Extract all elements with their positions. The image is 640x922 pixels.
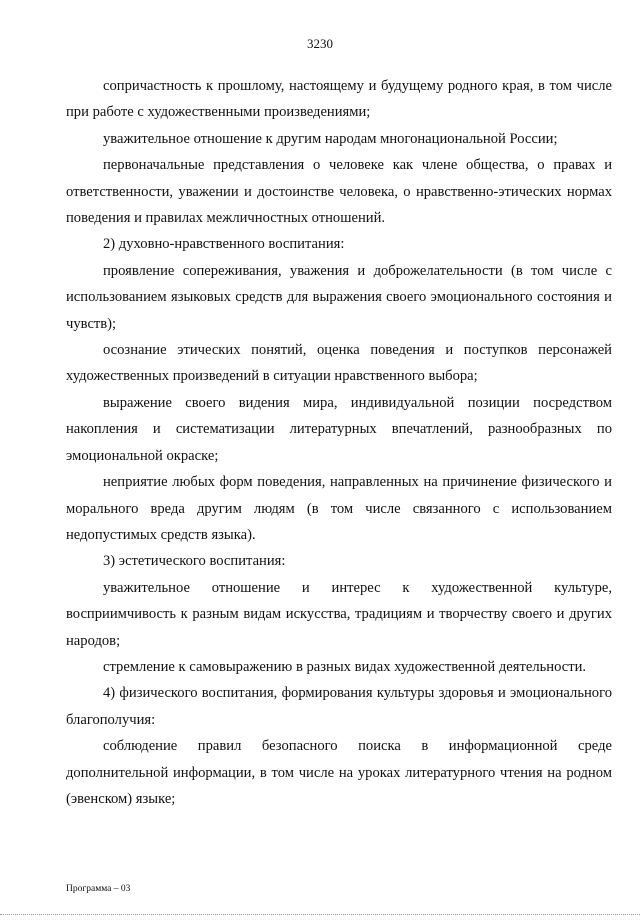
paragraph: осознание этических понятий, оценка поведения и поступков персонажей художественных произведений в ситуации нравственного выбора; xyxy=(66,342,612,385)
paragraph: неприятие любых форм поведения, направленных на причинение физического и морального вреда другим людям (в том числе связанного с использованием недопустимых средств языка). xyxy=(66,474,612,543)
paragraph: стремление к самовыражению в разных видах художественной деятельности. xyxy=(103,658,587,675)
paragraph: выражение своего видения мира, индивидуальной позиции посредством накопления и систематизации литературных впечатлений, разнообразных по эмоциональной окраске; xyxy=(66,394,612,464)
paragraph: первоначальные представления о человеке как члене общества, о правах и ответственности, уважении и достоинстве человека, о нравственно-этических нормах поведения и правилах межличностных отношений. xyxy=(66,157,612,227)
section-heading: 4) физического воспитания, формирования культуры здоровья и эмоционального благополучия: xyxy=(66,685,612,728)
paragraph: уважительное отношение к другим народам многонациональной России; xyxy=(103,130,558,147)
paragraph: проявление сопереживания, уважения и доброжелательности (в том числе с использованием языковых средств для выражения своего эмоционального состояния и чувств); xyxy=(66,262,612,332)
page-bottom-edge xyxy=(0,914,640,915)
body-text xyxy=(66,73,612,812)
section-heading: 2) духовно-нравственного воспитания: xyxy=(103,236,345,253)
page-number: 3230 xyxy=(307,36,333,51)
paragraph: соблюдение правил безопасного поиска в информационной среде дополнительной информации, в том числе на уроках литературного чтения на родном (эвенском) языке; xyxy=(66,738,612,807)
section-heading: 3) эстетического воспитания: xyxy=(103,553,286,570)
paragraph: сопричастность к прошлому, настоящему и будущему родного края, в том числе при работе с художественными произведениями; xyxy=(66,78,612,121)
paragraph: уважительное отношение и интерес к художественной культуре, восприимчивость к разным видам искусства, традициям и творчеству своего и других народов; xyxy=(66,579,612,649)
footer-label: Программа – 03 xyxy=(66,884,131,894)
